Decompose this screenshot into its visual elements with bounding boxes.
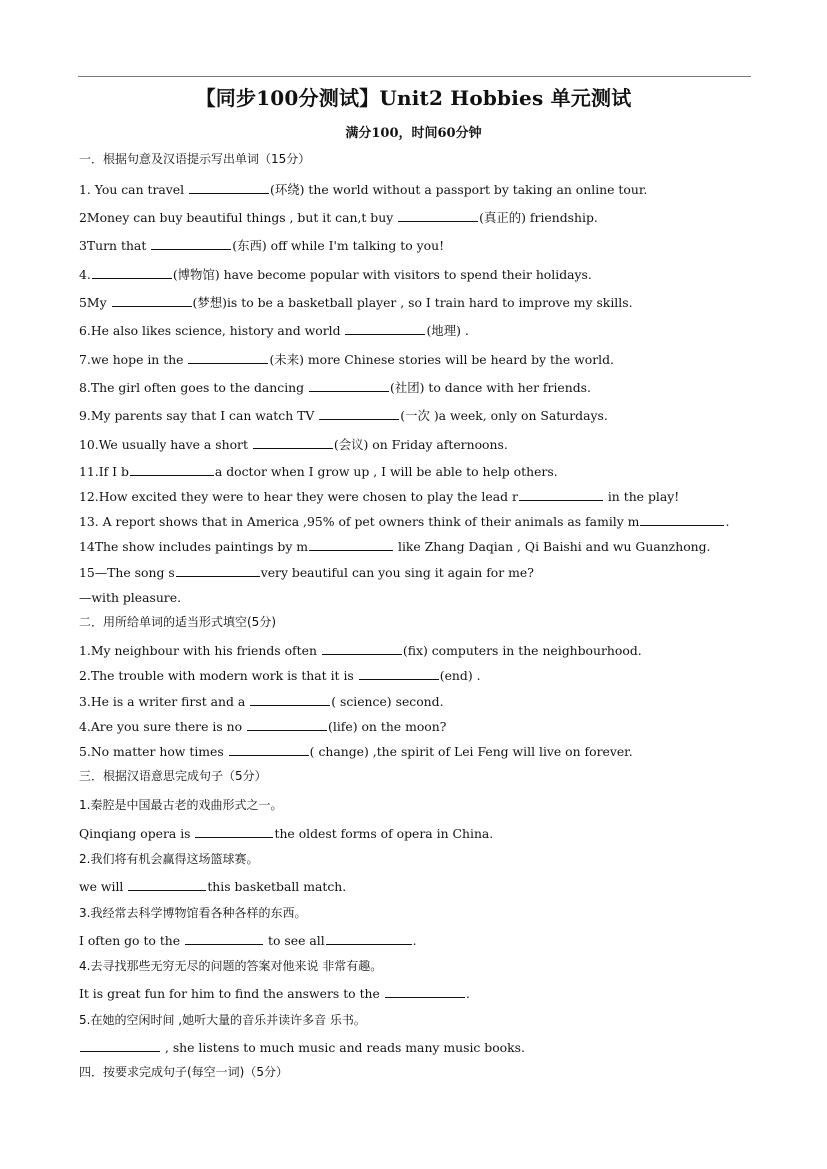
- answer-blank[interactable]: [80, 1040, 160, 1052]
- answer-blank[interactable]: [92, 267, 172, 279]
- answer-blank[interactable]: [309, 539, 393, 551]
- question-row: 13. A report shows that in America ,95% of pet owners think of their animals as family m .: [79, 514, 730, 529]
- question-row: we will this basketball match.: [79, 879, 347, 894]
- answer-blank[interactable]: [250, 694, 330, 706]
- question-row: 4. (博物馆) have become popular with visitors to spend their holidays.: [79, 267, 592, 282]
- chinese-prompt: 3.我经常去科学博物馆看各种各样的东西。: [79, 906, 307, 920]
- answer-blank[interactable]: [640, 514, 724, 526]
- answer-blank[interactable]: [185, 933, 263, 945]
- question-row: , she listens to much music and reads many music books.: [79, 1040, 525, 1056]
- answer-blank[interactable]: [229, 744, 309, 756]
- question-row: 12.How excited they were to hear they were chosen to play the lead r in the play!: [79, 489, 680, 504]
- answer-blank[interactable]: [188, 352, 268, 364]
- answer-blank[interactable]: [189, 182, 269, 194]
- section-4-heading: 四．按要求完成句子(每空一词)（5分）: [79, 1065, 288, 1079]
- answer-blank[interactable]: [345, 323, 425, 335]
- question-row: 11.If I b a doctor when I grow up , I will be able to help others.: [79, 464, 558, 479]
- question-row: 9.My parents say that I can watch TV (一次 )a week, only on Saturdays.: [79, 408, 608, 423]
- answer-blank[interactable]: [195, 826, 273, 838]
- page-subtitle: 满分100，时间60分钟: [345, 126, 482, 141]
- answer-blank[interactable]: [322, 643, 402, 655]
- question-row: 5My (梦想)is to be a basketball player , so I train hard to improve my skills.: [79, 295, 633, 310]
- answer-blank[interactable]: [247, 719, 327, 731]
- question-row: 1.My neighbour with his friends often (fix) computers in the neighbourhood.: [79, 643, 642, 658]
- answer-blank[interactable]: [385, 986, 465, 998]
- question-row: 4.Are you sure there is no (life) on the moon?: [79, 719, 447, 734]
- answer-blank[interactable]: [151, 238, 231, 250]
- answer-blank[interactable]: [519, 489, 603, 501]
- question-row: 6.He also likes science, history and world (地理) .: [79, 323, 469, 338]
- question-row: 8.The girl often goes to the dancing (社团) to dance with her friends.: [79, 380, 591, 395]
- section-2-heading: 二．用所给单词的适当形式填空(5分): [79, 615, 276, 629]
- question-row: 2.The trouble with modern work is that it is (end) .: [79, 668, 481, 683]
- answer-blank[interactable]: [253, 437, 333, 449]
- answer-blank[interactable]: [112, 295, 192, 307]
- question-row: 3Turn that (东西) off while I'm talking to you!: [79, 238, 445, 253]
- question-row: 3.He is a writer first and a ( science) second.: [79, 694, 444, 709]
- answer-blank[interactable]: [309, 380, 389, 392]
- question-row: 1. You can travel (环绕) the world without a passport by taking an online tour.: [79, 182, 648, 197]
- question-row: It is great fun for him to find the answers to the .: [79, 986, 470, 1001]
- chinese-prompt: 1.秦腔是中国最古老的戏曲形式之一。: [79, 798, 283, 812]
- section-3-heading: 三．根据汉语意思完成句子（5分）: [79, 769, 267, 783]
- answer-blank[interactable]: [398, 210, 478, 222]
- chinese-prompt: 5.在她的空闲时间 ,她听大量的音乐并读许多音 乐书。: [79, 1013, 366, 1027]
- question-row: 5.No matter how times ( change) ,the spirit of Lei Feng will live on forever.: [79, 744, 633, 759]
- question-row: 10.We usually have a short (会议) on Friday afternoons.: [79, 437, 508, 452]
- section-1-heading: 一．根据句意及汉语提示写出单词（15分）: [79, 152, 311, 166]
- answer-blank[interactable]: [359, 668, 439, 680]
- question-row: 15—The song s very beautiful can you sing it again for me?: [79, 565, 534, 580]
- question-row: 14The show includes paintings by m like Zhang Daqian , Qi Baishi and wu Guanzhong.: [79, 539, 711, 554]
- answer-blank[interactable]: [176, 565, 260, 577]
- chinese-prompt: 4.去寻找那些无穷无尽的问题的答案对他来说 非常有趣。: [79, 959, 383, 973]
- answer-blank[interactable]: [319, 408, 399, 420]
- question-row: I often go to the to see all .: [79, 933, 417, 948]
- question-row: 2Money can buy beautiful things , but it can,t buy (真正的) friendship.: [79, 210, 598, 225]
- question-row: 7.we hope in the (未来) more Chinese stories will be heard by the world.: [79, 352, 614, 367]
- answer-blank[interactable]: [130, 464, 214, 476]
- header-rule: [78, 76, 751, 77]
- answer-blank[interactable]: [326, 933, 412, 945]
- page-title: 【同步100分测试】Unit2 Hobbies 单元测试: [195, 86, 632, 110]
- question-row: Qinqiang opera is the oldest forms of opera in China.: [79, 826, 494, 841]
- chinese-prompt: 2.我们将有机会赢得这场篮球赛。: [79, 852, 259, 866]
- answer-blank[interactable]: [128, 879, 206, 891]
- reply-line: —with pleasure.: [79, 590, 182, 605]
